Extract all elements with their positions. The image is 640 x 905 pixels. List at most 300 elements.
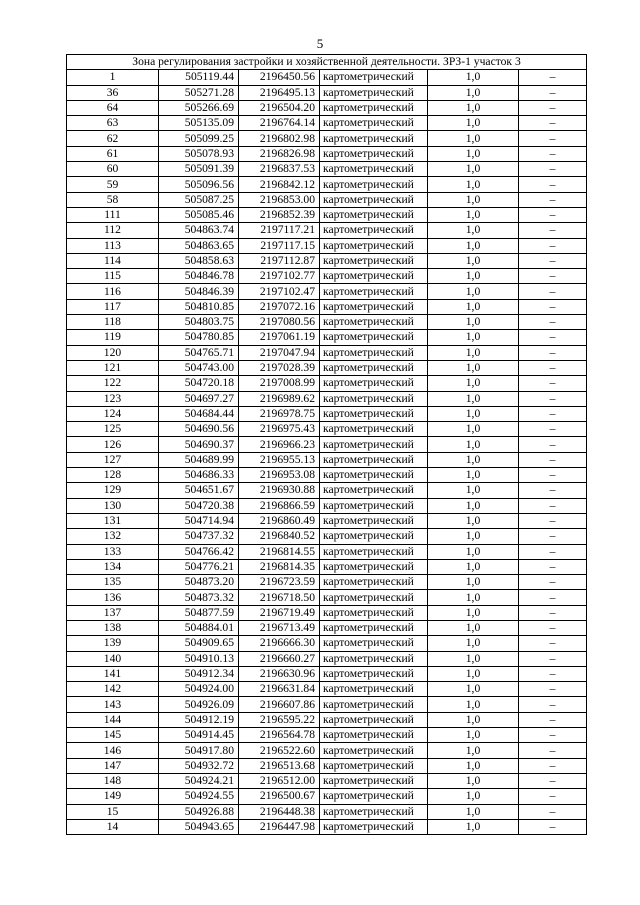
accuracy-cell: 1,0 [428, 666, 519, 681]
y-coordinate-cell: 2196866.59 [239, 498, 320, 513]
method-cell: картометрический [320, 70, 428, 85]
accuracy-cell: 1,0 [428, 85, 519, 100]
point-number-cell: 121 [67, 360, 159, 375]
table-row [67, 299, 587, 314]
table-row [67, 682, 587, 697]
table-row [67, 391, 587, 406]
point-number-cell: 63 [67, 116, 159, 131]
method-cell: картометрический [320, 406, 428, 421]
dash-cell: – [519, 743, 587, 758]
point-number-cell: 143 [67, 697, 159, 712]
x-coordinate-cell: 504846.78 [159, 269, 239, 284]
dash-cell: – [519, 284, 587, 299]
y-coordinate-cell: 2196723.59 [239, 575, 320, 590]
y-coordinate-cell: 2196719.49 [239, 605, 320, 620]
dash-cell: – [519, 238, 587, 253]
table-row [67, 437, 587, 452]
y-coordinate-cell: 2196666.30 [239, 636, 320, 651]
y-coordinate-cell: 2196450.56 [239, 70, 320, 85]
table-row [67, 269, 587, 284]
method-cell: картометрический [320, 529, 428, 544]
y-coordinate-cell: 2197117.15 [239, 238, 320, 253]
point-number-cell: 123 [67, 391, 159, 406]
dash-cell: – [519, 666, 587, 681]
method-cell: картометрический [320, 620, 428, 635]
method-cell: картометрический [320, 207, 428, 222]
method-cell: картометрический [320, 269, 428, 284]
table-row [67, 116, 587, 131]
method-cell: картометрический [320, 590, 428, 605]
method-cell: картометрический [320, 146, 428, 161]
dash-cell: – [519, 345, 587, 360]
accuracy-cell: 1,0 [428, 636, 519, 651]
y-coordinate-cell: 2196631.84 [239, 682, 320, 697]
dash-cell: – [519, 360, 587, 375]
y-coordinate-cell: 2196512.00 [239, 773, 320, 788]
x-coordinate-cell: 504924.00 [159, 682, 239, 697]
dash-cell: – [519, 437, 587, 452]
table-row [67, 513, 587, 528]
method-cell: картометрический [320, 177, 428, 192]
dash-cell: – [519, 513, 587, 528]
dash-cell: – [519, 330, 587, 345]
table-row [67, 452, 587, 467]
accuracy-cell: 1,0 [428, 406, 519, 421]
accuracy-cell: 1,0 [428, 116, 519, 131]
x-coordinate-cell: 504912.19 [159, 712, 239, 727]
x-coordinate-cell: 505078.93 [159, 146, 239, 161]
x-coordinate-cell: 505096.56 [159, 177, 239, 192]
dash-cell: – [519, 819, 587, 834]
point-number-cell: 127 [67, 452, 159, 467]
point-number-cell: 149 [67, 789, 159, 804]
table-row [67, 207, 587, 222]
method-cell: картометрический [320, 682, 428, 697]
dash-cell: – [519, 468, 587, 483]
y-coordinate-cell: 2196764.14 [239, 116, 320, 131]
dash-cell: – [519, 697, 587, 712]
point-number-cell: 148 [67, 773, 159, 788]
point-number-cell: 112 [67, 223, 159, 238]
table-row [67, 712, 587, 727]
table-row [67, 70, 587, 85]
table-row [67, 406, 587, 421]
method-cell: картометрический [320, 437, 428, 452]
y-coordinate-cell: 2196522.60 [239, 743, 320, 758]
method-cell: картометрический [320, 345, 428, 360]
y-coordinate-cell: 2196930.88 [239, 483, 320, 498]
method-cell: картометрический [320, 391, 428, 406]
y-coordinate-cell: 2197117.21 [239, 223, 320, 238]
accuracy-cell: 1,0 [428, 192, 519, 207]
y-coordinate-cell: 2197080.56 [239, 315, 320, 330]
point-number-cell: 145 [67, 728, 159, 743]
table-row [67, 544, 587, 559]
method-cell: картометрический [320, 728, 428, 743]
y-coordinate-cell: 2197061.19 [239, 330, 320, 345]
y-coordinate-cell: 2196495.13 [239, 85, 320, 100]
x-coordinate-cell: 505099.25 [159, 131, 239, 146]
y-coordinate-cell: 2196564.78 [239, 728, 320, 743]
x-coordinate-cell: 504684.44 [159, 406, 239, 421]
method-cell: картометрический [320, 498, 428, 513]
coordinates-table [66, 54, 587, 835]
point-number-cell: 111 [67, 207, 159, 222]
point-number-cell: 62 [67, 131, 159, 146]
accuracy-cell: 1,0 [428, 773, 519, 788]
x-coordinate-cell: 504863.74 [159, 223, 239, 238]
dash-cell: – [519, 85, 587, 100]
dash-cell: – [519, 559, 587, 574]
point-number-cell: 131 [67, 513, 159, 528]
table-row [67, 529, 587, 544]
x-coordinate-cell: 505087.25 [159, 192, 239, 207]
y-coordinate-cell: 2196989.62 [239, 391, 320, 406]
x-coordinate-cell: 504737.32 [159, 529, 239, 544]
method-cell: картометрический [320, 758, 428, 773]
accuracy-cell: 1,0 [428, 804, 519, 819]
table-row [67, 177, 587, 192]
dash-cell: – [519, 789, 587, 804]
dash-cell: – [519, 299, 587, 314]
dash-cell: – [519, 70, 587, 85]
y-coordinate-cell: 2197102.47 [239, 284, 320, 299]
method-cell: картометрический [320, 743, 428, 758]
point-number-cell: 113 [67, 238, 159, 253]
point-number-cell: 1 [67, 70, 159, 85]
point-number-cell: 130 [67, 498, 159, 513]
point-number-cell: 133 [67, 544, 159, 559]
accuracy-cell: 1,0 [428, 605, 519, 620]
point-number-cell: 15 [67, 804, 159, 819]
table-row [67, 697, 587, 712]
x-coordinate-cell: 504912.34 [159, 666, 239, 681]
table-row [67, 345, 587, 360]
y-coordinate-cell: 2196826.98 [239, 146, 320, 161]
method-cell: картометрический [320, 636, 428, 651]
table-row [67, 284, 587, 299]
y-coordinate-cell: 2196504.20 [239, 100, 320, 115]
y-coordinate-cell: 2196840.52 [239, 529, 320, 544]
dash-cell: – [519, 773, 587, 788]
point-number-cell: 137 [67, 605, 159, 620]
x-coordinate-cell: 504690.56 [159, 422, 239, 437]
dash-cell: – [519, 804, 587, 819]
x-coordinate-cell: 504917.80 [159, 743, 239, 758]
y-coordinate-cell: 2196814.35 [239, 559, 320, 574]
x-coordinate-cell: 504943.65 [159, 819, 239, 834]
method-cell: картометрический [320, 284, 428, 299]
y-coordinate-cell: 2196660.27 [239, 651, 320, 666]
method-cell: картометрический [320, 238, 428, 253]
table-row [67, 819, 587, 834]
dash-cell: – [519, 253, 587, 268]
y-coordinate-cell: 2196852.39 [239, 207, 320, 222]
point-number-cell: 141 [67, 666, 159, 681]
dash-cell: – [519, 116, 587, 131]
point-number-cell: 135 [67, 575, 159, 590]
accuracy-cell: 1,0 [428, 284, 519, 299]
point-number-cell: 140 [67, 651, 159, 666]
x-coordinate-cell: 504873.32 [159, 590, 239, 605]
table-row [67, 498, 587, 513]
accuracy-cell: 1,0 [428, 819, 519, 834]
x-coordinate-cell: 504720.38 [159, 498, 239, 513]
accuracy-cell: 1,0 [428, 315, 519, 330]
point-number-cell: 142 [67, 682, 159, 697]
x-coordinate-cell: 504863.65 [159, 238, 239, 253]
point-number-cell: 59 [67, 177, 159, 192]
x-coordinate-cell: 505091.39 [159, 162, 239, 177]
point-number-cell: 124 [67, 406, 159, 421]
y-coordinate-cell: 2196447.98 [239, 819, 320, 834]
dash-cell: – [519, 269, 587, 284]
x-coordinate-cell: 504914.45 [159, 728, 239, 743]
method-cell: картометрический [320, 85, 428, 100]
x-coordinate-cell: 504686.33 [159, 468, 239, 483]
method-cell: картометрический [320, 773, 428, 788]
accuracy-cell: 1,0 [428, 162, 519, 177]
x-coordinate-cell: 504720.18 [159, 376, 239, 391]
table-row [67, 146, 587, 161]
accuracy-cell: 1,0 [428, 789, 519, 804]
accuracy-cell: 1,0 [428, 651, 519, 666]
accuracy-cell: 1,0 [428, 131, 519, 146]
table-row [67, 131, 587, 146]
method-cell: картометрический [320, 100, 428, 115]
y-coordinate-cell: 2196842.12 [239, 177, 320, 192]
point-number-cell: 119 [67, 330, 159, 345]
dash-cell: – [519, 406, 587, 421]
dash-cell: – [519, 422, 587, 437]
method-cell: картометрический [320, 666, 428, 681]
accuracy-cell: 1,0 [428, 70, 519, 85]
dash-cell: – [519, 223, 587, 238]
dash-cell: – [519, 544, 587, 559]
accuracy-cell: 1,0 [428, 697, 519, 712]
dash-cell: – [519, 131, 587, 146]
method-cell: картометрический [320, 299, 428, 314]
y-coordinate-cell: 2196975.43 [239, 422, 320, 437]
point-number-cell: 132 [67, 529, 159, 544]
accuracy-cell: 1,0 [428, 437, 519, 452]
dash-cell: – [519, 620, 587, 635]
point-number-cell: 146 [67, 743, 159, 758]
point-number-cell: 120 [67, 345, 159, 360]
point-number-cell: 64 [67, 100, 159, 115]
point-number-cell: 122 [67, 376, 159, 391]
method-cell: картометрический [320, 513, 428, 528]
dash-cell: – [519, 177, 587, 192]
y-coordinate-cell: 2196814.55 [239, 544, 320, 559]
y-coordinate-cell: 2196955.13 [239, 452, 320, 467]
y-coordinate-cell: 2196853.00 [239, 192, 320, 207]
y-coordinate-cell: 2196978.75 [239, 406, 320, 421]
dash-cell: – [519, 192, 587, 207]
y-coordinate-cell: 2196718.50 [239, 590, 320, 605]
y-coordinate-cell: 2197072.16 [239, 299, 320, 314]
table-row [67, 804, 587, 819]
point-number-cell: 58 [67, 192, 159, 207]
dash-cell: – [519, 146, 587, 161]
accuracy-cell: 1,0 [428, 758, 519, 773]
page-number: 5 [316, 36, 324, 51]
method-cell: картометрический [320, 452, 428, 467]
y-coordinate-cell: 2196448.38 [239, 804, 320, 819]
x-coordinate-cell: 505085.46 [159, 207, 239, 222]
y-coordinate-cell: 2197047.94 [239, 345, 320, 360]
method-cell: картометрический [320, 819, 428, 834]
dash-cell: – [519, 498, 587, 513]
dash-cell: – [519, 100, 587, 115]
dash-cell: – [519, 682, 587, 697]
table-row [67, 483, 587, 498]
y-coordinate-cell: 2196607.86 [239, 697, 320, 712]
table-row [67, 789, 587, 804]
x-coordinate-cell: 504858.63 [159, 253, 239, 268]
method-cell: картометрический [320, 376, 428, 391]
y-coordinate-cell: 2197028.39 [239, 360, 320, 375]
method-cell: картометрический [320, 483, 428, 498]
point-number-cell: 116 [67, 284, 159, 299]
table-row [67, 620, 587, 635]
table-row [67, 360, 587, 375]
table-row [67, 376, 587, 391]
accuracy-cell: 1,0 [428, 712, 519, 727]
accuracy-cell: 1,0 [428, 330, 519, 345]
accuracy-cell: 1,0 [428, 376, 519, 391]
dash-cell: – [519, 590, 587, 605]
method-cell: картометрический [320, 422, 428, 437]
x-coordinate-cell: 505266.69 [159, 100, 239, 115]
method-cell: картометрический [320, 131, 428, 146]
method-cell: картометрический [320, 544, 428, 559]
method-cell: картометрический [320, 223, 428, 238]
table-caption: Зона регулирования застройки и хозяйственной деятельности. ЗРЗ-1 участок 3 [67, 55, 587, 70]
accuracy-cell: 1,0 [428, 269, 519, 284]
table-row [67, 253, 587, 268]
x-coordinate-cell: 504803.75 [159, 315, 239, 330]
accuracy-cell: 1,0 [428, 728, 519, 743]
point-number-cell: 129 [67, 483, 159, 498]
table-row [67, 773, 587, 788]
point-number-cell: 125 [67, 422, 159, 437]
x-coordinate-cell: 504766.42 [159, 544, 239, 559]
table-row [67, 636, 587, 651]
x-coordinate-cell: 504932.72 [159, 758, 239, 773]
table-row [67, 605, 587, 620]
y-coordinate-cell: 2197008.99 [239, 376, 320, 391]
x-coordinate-cell: 504690.37 [159, 437, 239, 452]
y-coordinate-cell: 2196953.08 [239, 468, 320, 483]
method-cell: картометрический [320, 192, 428, 207]
dash-cell: – [519, 712, 587, 727]
point-number-cell: 114 [67, 253, 159, 268]
x-coordinate-cell: 505135.09 [159, 116, 239, 131]
x-coordinate-cell: 505271.28 [159, 85, 239, 100]
point-number-cell: 144 [67, 712, 159, 727]
dash-cell: – [519, 162, 587, 177]
accuracy-cell: 1,0 [428, 682, 519, 697]
table-row [67, 468, 587, 483]
x-coordinate-cell: 504910.13 [159, 651, 239, 666]
point-number-cell: 117 [67, 299, 159, 314]
x-coordinate-cell: 504924.21 [159, 773, 239, 788]
method-cell: картометрический [320, 360, 428, 375]
method-cell: картометрический [320, 116, 428, 131]
y-coordinate-cell: 2196713.49 [239, 620, 320, 635]
x-coordinate-cell: 504909.65 [159, 636, 239, 651]
table-row [67, 666, 587, 681]
accuracy-cell: 1,0 [428, 146, 519, 161]
table-caption-row [67, 55, 587, 70]
method-cell: картометрический [320, 559, 428, 574]
method-cell: картометрический [320, 651, 428, 666]
accuracy-cell: 1,0 [428, 238, 519, 253]
dash-cell: – [519, 207, 587, 222]
accuracy-cell: 1,0 [428, 360, 519, 375]
method-cell: картометрический [320, 697, 428, 712]
method-cell: картометрический [320, 605, 428, 620]
accuracy-cell: 1,0 [428, 468, 519, 483]
x-coordinate-cell: 504776.21 [159, 559, 239, 574]
x-coordinate-cell: 504846.39 [159, 284, 239, 299]
accuracy-cell: 1,0 [428, 544, 519, 559]
dash-cell: – [519, 651, 587, 666]
table-row [67, 422, 587, 437]
x-coordinate-cell: 504877.59 [159, 605, 239, 620]
accuracy-cell: 1,0 [428, 253, 519, 268]
table-row [67, 192, 587, 207]
y-coordinate-cell: 2196513.68 [239, 758, 320, 773]
accuracy-cell: 1,0 [428, 177, 519, 192]
table-row [67, 559, 587, 574]
dash-cell: – [519, 391, 587, 406]
y-coordinate-cell: 2196860.49 [239, 513, 320, 528]
accuracy-cell: 1,0 [428, 743, 519, 758]
y-coordinate-cell: 2196966.23 [239, 437, 320, 452]
accuracy-cell: 1,0 [428, 575, 519, 590]
y-coordinate-cell: 2196802.98 [239, 131, 320, 146]
x-coordinate-cell: 504765.71 [159, 345, 239, 360]
accuracy-cell: 1,0 [428, 345, 519, 360]
point-number-cell: 36 [67, 85, 159, 100]
y-coordinate-cell: 2196837.53 [239, 162, 320, 177]
x-coordinate-cell: 504926.88 [159, 804, 239, 819]
method-cell: картометрический [320, 253, 428, 268]
point-number-cell: 14 [67, 819, 159, 834]
dash-cell: – [519, 728, 587, 743]
dash-cell: – [519, 605, 587, 620]
accuracy-cell: 1,0 [428, 529, 519, 544]
table-row [67, 758, 587, 773]
accuracy-cell: 1,0 [428, 513, 519, 528]
accuracy-cell: 1,0 [428, 452, 519, 467]
method-cell: картометрический [320, 468, 428, 483]
table-row [67, 315, 587, 330]
accuracy-cell: 1,0 [428, 498, 519, 513]
accuracy-cell: 1,0 [428, 223, 519, 238]
method-cell: картометрический [320, 330, 428, 345]
dash-cell: – [519, 529, 587, 544]
dash-cell: – [519, 636, 587, 651]
method-cell: картометрический [320, 789, 428, 804]
point-number-cell: 134 [67, 559, 159, 574]
accuracy-cell: 1,0 [428, 559, 519, 574]
method-cell: картометрический [320, 712, 428, 727]
accuracy-cell: 1,0 [428, 100, 519, 115]
table-row [67, 100, 587, 115]
